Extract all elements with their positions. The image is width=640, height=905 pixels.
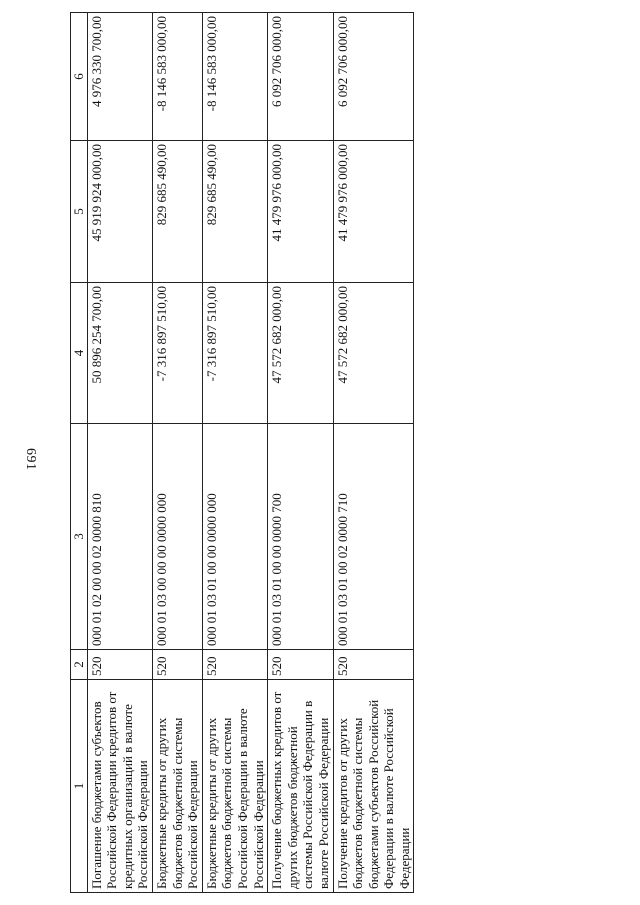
budget-code-cell: 000 01 02 00 00 02 0000 810 [87, 424, 152, 650]
amount-cell: -8 146 583 000,00 [202, 13, 267, 141]
column-header: 5 [71, 141, 88, 283]
amount-cell: 829 685 490,00 [202, 141, 267, 283]
column-header: 3 [71, 424, 88, 650]
amount-cell: 6 092 706 000,00 [333, 13, 414, 141]
page-number: 691 [23, 448, 38, 471]
admin-code-cell: 520 [152, 650, 202, 680]
budget-table [70, 12, 414, 893]
amount-cell: -7 316 897 510,00 [202, 283, 267, 424]
amount-cell: 45 919 924 000,00 [87, 141, 152, 283]
admin-code-cell: 520 [87, 650, 152, 680]
budget-table-container [70, 13, 412, 893]
table-row [333, 13, 414, 893]
amount-cell: 41 479 976 000,00 [268, 141, 333, 283]
budget-code-cell: 000 01 03 01 00 00 0000 000 [202, 424, 267, 650]
row-name-cell: Бюджетные кредиты от других бюджетов бюджетной системы Российской Федерации [152, 680, 202, 893]
amount-cell: -7 316 897 510,00 [152, 283, 202, 424]
amount-cell: 47 572 682 000,00 [333, 283, 414, 424]
column-header: 1 [71, 680, 88, 893]
amount-cell: -8 146 583 000,00 [152, 13, 202, 141]
column-header: 4 [71, 283, 88, 424]
budget-code-cell: 000 01 03 01 00 00 0000 700 [268, 424, 333, 650]
admin-code-cell: 520 [333, 650, 414, 680]
table-header-row [71, 13, 88, 893]
table-row [87, 13, 152, 893]
budget-code-cell: 000 01 03 01 00 02 0000 710 [333, 424, 414, 650]
row-name-cell: Получение кредитов от других бюджетов бюджетной системы бюджетами субъектов Российской Федерации в валюте Российской Федерации [333, 680, 414, 893]
table-row [152, 13, 202, 893]
row-name-cell: Погашение бюджетами субъектов Российской Федерации кредитов от кредитных организаций в валюте Российской Федерации [87, 680, 152, 893]
amount-cell: 41 479 976 000,00 [333, 141, 414, 283]
amount-cell: 50 896 254 700,00 [87, 283, 152, 424]
amount-cell: 4 976 330 700,00 [87, 13, 152, 141]
row-name-cell: Бюджетные кредиты от других бюджетов бюджетной системы Российской Федерации в валюте Российской Федерации [202, 680, 267, 893]
amount-cell: 6 092 706 000,00 [268, 13, 333, 141]
admin-code-cell: 520 [202, 650, 267, 680]
table-row [202, 13, 267, 893]
amount-cell: 47 572 682 000,00 [268, 283, 333, 424]
table-row [268, 13, 333, 893]
row-name-cell: Получение бюджетных кредитов от других бюджетов бюджетной системы Российской Федерации в валюте Российской Федерации [268, 680, 333, 893]
amount-cell: 829 685 490,00 [152, 141, 202, 283]
column-header: 6 [71, 13, 88, 141]
column-header: 2 [71, 650, 88, 680]
budget-code-cell: 000 01 03 00 00 00 0000 000 [152, 424, 202, 650]
admin-code-cell: 520 [268, 650, 333, 680]
